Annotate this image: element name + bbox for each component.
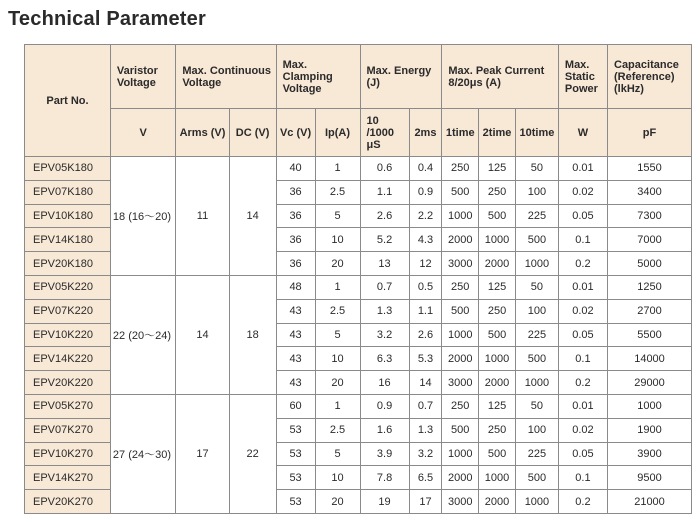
cell-varistor-voltage: 18 (16～20) xyxy=(110,157,175,276)
cell-vc: 36 xyxy=(276,204,315,228)
cell-e2: 1.3 xyxy=(409,418,442,442)
cell-e2: 5.3 xyxy=(409,347,442,371)
header-max-energy: Max. Energy (J) xyxy=(360,45,442,109)
cell-ip: 2.5 xyxy=(315,180,360,204)
cell-part-no: EPV07K270 xyxy=(25,418,111,442)
cell-dc: 18 xyxy=(229,275,276,394)
subheader-10time: 10time xyxy=(515,109,558,157)
cell-c1: 250 xyxy=(442,157,479,181)
cell-w: 0.1 xyxy=(558,228,607,252)
cell-e1: 6.3 xyxy=(360,347,409,371)
cell-ip: 2.5 xyxy=(315,299,360,323)
cell-c1: 2000 xyxy=(442,228,479,252)
cell-w: 0.2 xyxy=(558,252,607,276)
cell-part-no: EPV07K180 xyxy=(25,180,111,204)
cell-c1: 500 xyxy=(442,299,479,323)
cell-e1: 3.2 xyxy=(360,323,409,347)
cell-ip: 20 xyxy=(315,371,360,395)
table-row xyxy=(25,157,692,181)
cell-c2: 125 xyxy=(479,394,516,418)
cell-c1: 1000 xyxy=(442,442,479,466)
cell-dc: 14 xyxy=(229,157,276,276)
cell-e2: 0.7 xyxy=(409,394,442,418)
cell-pf: 1250 xyxy=(608,275,692,299)
cell-part-no: EPV05K270 xyxy=(25,394,111,418)
cell-pf: 5500 xyxy=(608,323,692,347)
subheader-1time: 1time xyxy=(442,109,479,157)
cell-varistor-voltage: 22 (20～24) xyxy=(110,275,175,394)
subheader-pf: pF xyxy=(608,109,692,157)
cell-e1: 3.9 xyxy=(360,442,409,466)
cell-c3: 225 xyxy=(515,323,558,347)
cell-pf: 3900 xyxy=(608,442,692,466)
cell-arms: 14 xyxy=(176,275,229,394)
cell-e2: 2.2 xyxy=(409,204,442,228)
cell-c3: 100 xyxy=(515,180,558,204)
cell-vc: 43 xyxy=(276,323,315,347)
cell-w: 0.05 xyxy=(558,204,607,228)
cell-e1: 7.8 xyxy=(360,466,409,490)
subheader-ip: Ip(A) xyxy=(315,109,360,157)
cell-e2: 4.3 xyxy=(409,228,442,252)
cell-w: 0.05 xyxy=(558,442,607,466)
table-body xyxy=(25,157,692,514)
cell-c2: 250 xyxy=(479,418,516,442)
subheader-v: V xyxy=(110,109,175,157)
cell-e2: 14 xyxy=(409,371,442,395)
cell-c2: 125 xyxy=(479,275,516,299)
subheader-row xyxy=(25,109,692,157)
cell-e1: 13 xyxy=(360,252,409,276)
parameter-table xyxy=(24,44,692,514)
cell-w: 0.01 xyxy=(558,394,607,418)
cell-w: 0.05 xyxy=(558,323,607,347)
cell-vc: 43 xyxy=(276,299,315,323)
cell-c3: 1000 xyxy=(515,252,558,276)
cell-c3: 50 xyxy=(515,157,558,181)
cell-part-no: EPV10K270 xyxy=(25,442,111,466)
cell-c3: 225 xyxy=(515,442,558,466)
cell-pf: 7300 xyxy=(608,204,692,228)
cell-c2: 250 xyxy=(479,299,516,323)
cell-pf: 2700 xyxy=(608,299,692,323)
cell-c1: 250 xyxy=(442,275,479,299)
header-max-continuous-voltage: Max. Continuous Voltage xyxy=(176,45,276,109)
header-max-static-power: Max. Static Power xyxy=(558,45,607,109)
cell-ip: 1 xyxy=(315,275,360,299)
subheader-energy-10-1000: 10 /1000 μS xyxy=(360,109,409,157)
cell-ip: 10 xyxy=(315,228,360,252)
cell-e1: 5.2 xyxy=(360,228,409,252)
subheader-arms: Arms (V) xyxy=(176,109,229,157)
cell-c1: 500 xyxy=(442,418,479,442)
cell-part-no: EPV20K220 xyxy=(25,371,111,395)
cell-e1: 1.3 xyxy=(360,299,409,323)
cell-arms: 11 xyxy=(176,157,229,276)
subheader-2time: 2time xyxy=(479,109,516,157)
cell-arms: 17 xyxy=(176,394,229,513)
cell-e2: 17 xyxy=(409,490,442,514)
cell-e1: 0.9 xyxy=(360,394,409,418)
cell-pf: 7000 xyxy=(608,228,692,252)
cell-c1: 500 xyxy=(442,180,479,204)
cell-c2: 1000 xyxy=(479,466,516,490)
cell-e2: 0.5 xyxy=(409,275,442,299)
subheader-w: W xyxy=(558,109,607,157)
cell-part-no: EPV05K180 xyxy=(25,157,111,181)
cell-c3: 50 xyxy=(515,394,558,418)
cell-ip: 2.5 xyxy=(315,418,360,442)
header-max-clamping-voltage: Max. Clamping Voltage xyxy=(276,45,360,109)
cell-ip: 1 xyxy=(315,157,360,181)
cell-part-no: EPV14K180 xyxy=(25,228,111,252)
header-row xyxy=(25,45,692,109)
subheader-energy-2ms: 2ms xyxy=(409,109,442,157)
cell-ip: 10 xyxy=(315,347,360,371)
cell-vc: 36 xyxy=(276,228,315,252)
cell-e2: 12 xyxy=(409,252,442,276)
cell-c2: 2000 xyxy=(479,371,516,395)
cell-vc: 53 xyxy=(276,490,315,514)
cell-c3: 500 xyxy=(515,347,558,371)
cell-pf: 1000 xyxy=(608,394,692,418)
cell-e1: 1.6 xyxy=(360,418,409,442)
cell-e1: 1.1 xyxy=(360,180,409,204)
cell-part-no: EPV14K220 xyxy=(25,347,111,371)
page-title: Technical Parameter xyxy=(8,8,206,30)
cell-c1: 3000 xyxy=(442,371,479,395)
cell-c2: 1000 xyxy=(479,347,516,371)
cell-ip: 5 xyxy=(315,204,360,228)
cell-pf: 1900 xyxy=(608,418,692,442)
cell-ip: 20 xyxy=(315,490,360,514)
cell-c1: 250 xyxy=(442,394,479,418)
cell-vc: 36 xyxy=(276,252,315,276)
cell-c2: 2000 xyxy=(479,252,516,276)
cell-e1: 19 xyxy=(360,490,409,514)
cell-part-no: EPV10K180 xyxy=(25,204,111,228)
cell-c3: 100 xyxy=(515,418,558,442)
cell-c3: 100 xyxy=(515,299,558,323)
cell-w: 0.2 xyxy=(558,490,607,514)
cell-pf: 29000 xyxy=(608,371,692,395)
header-capacitance: Capacitance (Reference) (lkHz) xyxy=(608,45,692,109)
cell-vc: 36 xyxy=(276,180,315,204)
cell-e1: 0.7 xyxy=(360,275,409,299)
cell-c3: 1000 xyxy=(515,371,558,395)
cell-dc: 22 xyxy=(229,394,276,513)
cell-c3: 500 xyxy=(515,466,558,490)
cell-pf: 1550 xyxy=(608,157,692,181)
cell-w: 0.01 xyxy=(558,275,607,299)
cell-part-no: EPV20K180 xyxy=(25,252,111,276)
cell-c3: 50 xyxy=(515,275,558,299)
cell-vc: 43 xyxy=(276,371,315,395)
cell-w: 0.02 xyxy=(558,180,607,204)
cell-w: 0.2 xyxy=(558,371,607,395)
cell-c3: 1000 xyxy=(515,490,558,514)
cell-part-no: EPV14K270 xyxy=(25,466,111,490)
cell-part-no: EPV20K270 xyxy=(25,490,111,514)
cell-vc: 48 xyxy=(276,275,315,299)
cell-vc: 53 xyxy=(276,466,315,490)
cell-c1: 1000 xyxy=(442,323,479,347)
cell-vc: 53 xyxy=(276,418,315,442)
table-row xyxy=(25,394,692,418)
cell-w: 0.1 xyxy=(558,466,607,490)
cell-ip: 5 xyxy=(315,323,360,347)
cell-vc: 53 xyxy=(276,442,315,466)
cell-e1: 2.6 xyxy=(360,204,409,228)
cell-vc: 43 xyxy=(276,347,315,371)
cell-e2: 6.5 xyxy=(409,466,442,490)
cell-w: 0.02 xyxy=(558,299,607,323)
subheader-vc: Vc (V) xyxy=(276,109,315,157)
cell-part-no: EPV05K220 xyxy=(25,275,111,299)
header-part-no: Part No. xyxy=(25,45,111,157)
cell-part-no: EPV10K220 xyxy=(25,323,111,347)
cell-e2: 3.2 xyxy=(409,442,442,466)
table-row xyxy=(25,275,692,299)
cell-e2: 0.9 xyxy=(409,180,442,204)
cell-c3: 500 xyxy=(515,228,558,252)
cell-pf: 3400 xyxy=(608,180,692,204)
cell-c2: 125 xyxy=(479,157,516,181)
cell-ip: 5 xyxy=(315,442,360,466)
cell-vc: 40 xyxy=(276,157,315,181)
cell-ip: 10 xyxy=(315,466,360,490)
cell-c2: 1000 xyxy=(479,228,516,252)
cell-e2: 0.4 xyxy=(409,157,442,181)
cell-vc: 60 xyxy=(276,394,315,418)
cell-c1: 3000 xyxy=(442,252,479,276)
cell-c2: 500 xyxy=(479,442,516,466)
cell-pf: 5000 xyxy=(608,252,692,276)
cell-c2: 500 xyxy=(479,323,516,347)
cell-ip: 1 xyxy=(315,394,360,418)
cell-w: 0.02 xyxy=(558,418,607,442)
cell-w: 0.1 xyxy=(558,347,607,371)
cell-part-no: EPV07K220 xyxy=(25,299,111,323)
header-varistor-voltage: Varistor Voltage xyxy=(110,45,175,109)
cell-c1: 2000 xyxy=(442,347,479,371)
cell-c2: 250 xyxy=(479,180,516,204)
cell-c1: 2000 xyxy=(442,466,479,490)
cell-e1: 16 xyxy=(360,371,409,395)
cell-c1: 3000 xyxy=(442,490,479,514)
subheader-dc: DC (V) xyxy=(229,109,276,157)
cell-pf: 14000 xyxy=(608,347,692,371)
cell-e2: 1.1 xyxy=(409,299,442,323)
cell-ip: 20 xyxy=(315,252,360,276)
cell-e2: 2.6 xyxy=(409,323,442,347)
cell-w: 0.01 xyxy=(558,157,607,181)
cell-c3: 225 xyxy=(515,204,558,228)
cell-c2: 500 xyxy=(479,204,516,228)
cell-pf: 9500 xyxy=(608,466,692,490)
header-max-peak-current: Max. Peak Current 8/20μs (A) xyxy=(442,45,559,109)
cell-e1: 0.6 xyxy=(360,157,409,181)
cell-c2: 2000 xyxy=(479,490,516,514)
cell-pf: 21000 xyxy=(608,490,692,514)
cell-varistor-voltage: 27 (24～30) xyxy=(110,394,175,513)
cell-c1: 1000 xyxy=(442,204,479,228)
